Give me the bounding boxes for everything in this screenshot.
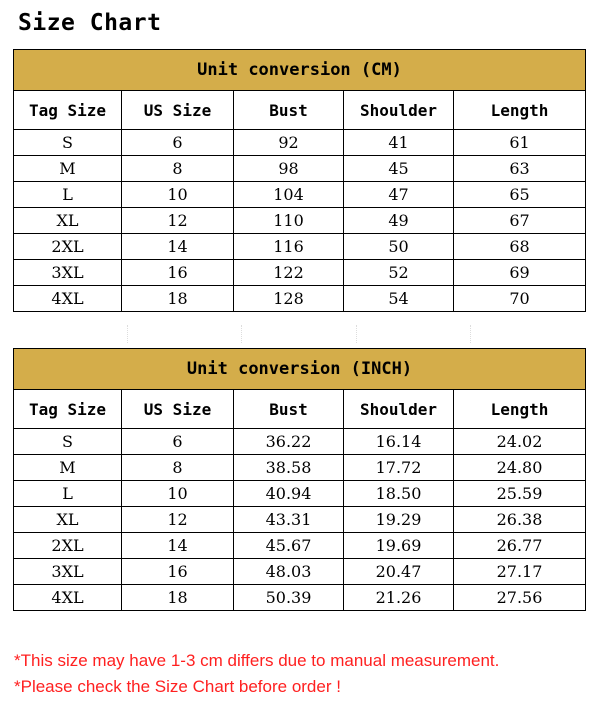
cell-us-size: 12 [122,208,234,234]
table-row [14,455,586,481]
cell-length: 69 [454,260,586,286]
cell-us-size: 10 [122,182,234,208]
cell-tag-size: M [14,455,122,481]
cell-us-size: 6 [122,130,234,156]
cell-us-size: 16 [122,260,234,286]
cell-shoulder: 41 [344,130,454,156]
cell-shoulder: 17.72 [344,455,454,481]
cell-length: 26.77 [454,533,586,559]
cell-shoulder: 19.29 [344,507,454,533]
cell-shoulder: 54 [344,286,454,312]
cell-bust: 40.94 [234,481,344,507]
inch-size-table [13,348,586,611]
cell-bust: 92 [234,130,344,156]
column-header-us-size: US Size [122,390,234,429]
cell-tag-size: XL [14,507,122,533]
cell-length: 26.38 [454,507,586,533]
cell-us-size: 8 [122,455,234,481]
cell-us-size: 10 [122,481,234,507]
cell-tag-size: 4XL [14,585,122,611]
table-row [14,182,586,208]
cell-length: 61 [454,130,586,156]
column-header-shoulder: Shoulder [344,91,454,130]
cell-us-size: 12 [122,507,234,533]
cell-us-size: 18 [122,585,234,611]
cell-bust: 116 [234,234,344,260]
column-header-us-size: US Size [122,91,234,130]
cell-shoulder: 20.47 [344,559,454,585]
table-row [14,533,586,559]
cell-shoulder: 19.69 [344,533,454,559]
cell-length: 65 [454,182,586,208]
cell-bust: 98 [234,156,344,182]
cell-shoulder: 52 [344,260,454,286]
table-row [14,507,586,533]
cell-length: 70 [454,286,586,312]
table-row [14,234,586,260]
cell-us-size: 6 [122,429,234,455]
inch-table-header-row [14,390,586,429]
column-header-shoulder: Shoulder [344,390,454,429]
cell-us-size: 8 [122,156,234,182]
cell-shoulder: 21.26 [344,585,454,611]
table-row [14,286,586,312]
cell-length: 25.59 [454,481,586,507]
cell-length: 24.02 [454,429,586,455]
table-row [14,156,586,182]
table-row [14,208,586,234]
cell-us-size: 16 [122,559,234,585]
cell-bust: 110 [234,208,344,234]
cell-shoulder: 47 [344,182,454,208]
cm-size-table [13,49,586,312]
cell-length: 68 [454,234,586,260]
cell-us-size: 18 [122,286,234,312]
table-row [14,481,586,507]
cell-tag-size: 4XL [14,286,122,312]
cell-length: 27.17 [454,559,586,585]
cell-bust: 104 [234,182,344,208]
cell-length: 63 [454,156,586,182]
cell-shoulder: 50 [344,234,454,260]
cell-us-size: 14 [122,234,234,260]
cell-length: 67 [454,208,586,234]
table-row [14,130,586,156]
table-spacer [13,325,585,343]
cell-bust: 48.03 [234,559,344,585]
cell-tag-size: 2XL [14,234,122,260]
column-header-length: Length [454,91,586,130]
table-row [14,429,586,455]
cell-bust: 38.58 [234,455,344,481]
cell-tag-size: 3XL [14,260,122,286]
table-row [14,585,586,611]
cell-tag-size: L [14,182,122,208]
cm-table-caption: Unit conversion (CM) [14,50,586,91]
page-title: Size Chart [18,10,162,36]
cell-us-size: 14 [122,533,234,559]
table-row [14,559,586,585]
cell-shoulder: 16.14 [344,429,454,455]
column-header-tag-size: Tag Size [14,390,122,429]
cell-shoulder: 45 [344,156,454,182]
cell-tag-size: 3XL [14,559,122,585]
cell-bust: 122 [234,260,344,286]
column-header-length: Length [454,390,586,429]
column-header-bust: Bust [234,91,344,130]
cell-bust: 36.22 [234,429,344,455]
cm-table-header-row [14,91,586,130]
cell-tag-size: M [14,156,122,182]
cell-shoulder: 49 [344,208,454,234]
cell-tag-size: L [14,481,122,507]
cell-bust: 43.31 [234,507,344,533]
cell-tag-size: 2XL [14,533,122,559]
cell-length: 27.56 [454,585,586,611]
table-row [14,260,586,286]
cell-bust: 128 [234,286,344,312]
cell-bust: 45.67 [234,533,344,559]
cell-shoulder: 18.50 [344,481,454,507]
cell-length: 24.80 [454,455,586,481]
column-header-tag-size: Tag Size [14,91,122,130]
notes-block [14,648,499,700]
inch-table-caption: Unit conversion (INCH) [14,349,586,390]
cell-tag-size: XL [14,208,122,234]
column-header-bust: Bust [234,390,344,429]
cell-tag-size: S [14,429,122,455]
note-measurement: *This size may have 1-3 cm differs due to manual measurement. [14,651,500,670]
cell-bust: 50.39 [234,585,344,611]
note-check-chart: *Please check the Size Chart before order ! [14,677,341,696]
cell-tag-size: S [14,130,122,156]
